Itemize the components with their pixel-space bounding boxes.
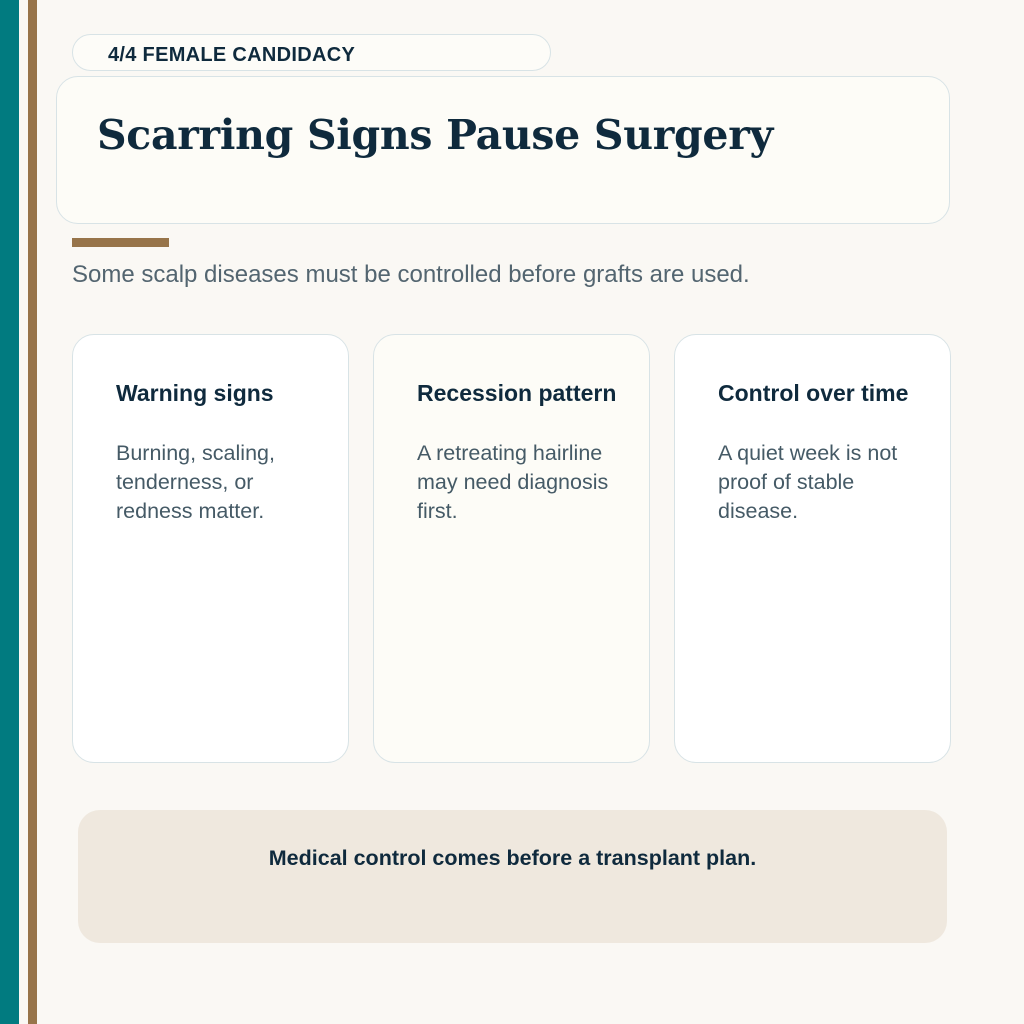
card-body: A quiet week is not proof of stable disease. [718,441,898,523]
card-control-over-time [674,334,951,763]
page-title: Scarring Signs Pause Surgery [97,111,774,159]
key-message-callout [78,810,947,943]
card-body: Burning, scaling, tenderness, or redness matter. [116,441,275,523]
card-recession-pattern [373,334,650,763]
title-card [56,76,950,224]
left-teal-stripe [0,0,19,1024]
card-warning-signs [72,334,349,763]
key-message-text: Medical control comes before a transplant plan. [268,846,757,870]
section-eyebrow-label: 4/4 FEMALE CANDIDACY [108,44,356,66]
card-heading: Warning signs [116,380,274,406]
left-gold-stripe [28,0,37,1024]
section-eyebrow-pill [72,34,551,71]
page-subtitle: Some scalp diseases must be controlled before grafts are used. [72,261,750,288]
accent-rule [72,238,169,247]
card-heading: Recession pattern [417,380,617,406]
card-heading: Control over time [718,380,909,406]
card-body: A retreating hairline may need diagnosis first. [417,441,609,523]
